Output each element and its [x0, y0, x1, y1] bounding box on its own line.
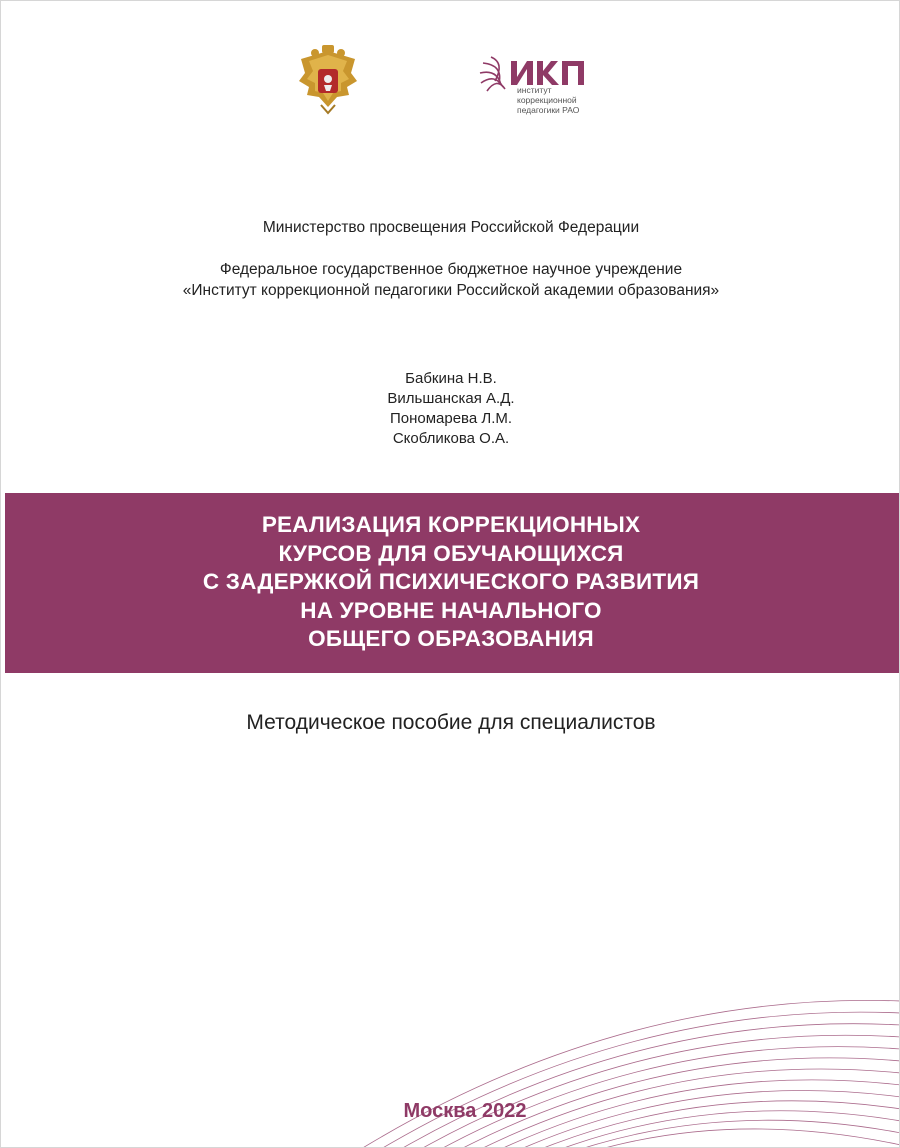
organization-line: «Институт коррекционной педагогики Российской академии образования»: [182, 282, 720, 299]
ikp-caption-line: коррекционной: [517, 95, 577, 105]
ministry-name: Министерство просвещения Российской Федерации: [262, 219, 640, 236]
title-line: КУРСОВ ДЛЯ ОБУЧАЮЩИХСЯ: [278, 540, 624, 566]
title-line: РЕАЛИЗАЦИЯ КОРРЕКЦИОННЫХ: [261, 512, 641, 537]
ikp-caption-line: педагогики РАО: [517, 105, 580, 115]
publication-place-year: Москва 2022: [403, 1100, 527, 1122]
title-line: НА УРОВНЕ НАЧАЛЬНОГО: [300, 597, 602, 623]
document-subtitle: Методическое пособие для специалистов: [246, 711, 656, 734]
organization-line: Федеральное государственное бюджетное научное учреждение: [219, 261, 683, 278]
author: Бабкина Н.В.: [405, 370, 497, 387]
ikp-caption-line: институт: [517, 85, 552, 95]
author: Пономарева Л.М.: [389, 410, 513, 427]
title-line: С ЗАДЕРЖКОЙ ПСИХИЧЕСКОГО РАЗВИТИЯ: [202, 569, 700, 594]
author: Скобликова О.А.: [392, 430, 510, 447]
author: Вильшанская А.Д.: [387, 390, 515, 407]
title-line: ОБЩЕГО ОБРАЗОВАНИЯ: [308, 626, 594, 651]
decorative-curves: [1, 1, 900, 1148]
